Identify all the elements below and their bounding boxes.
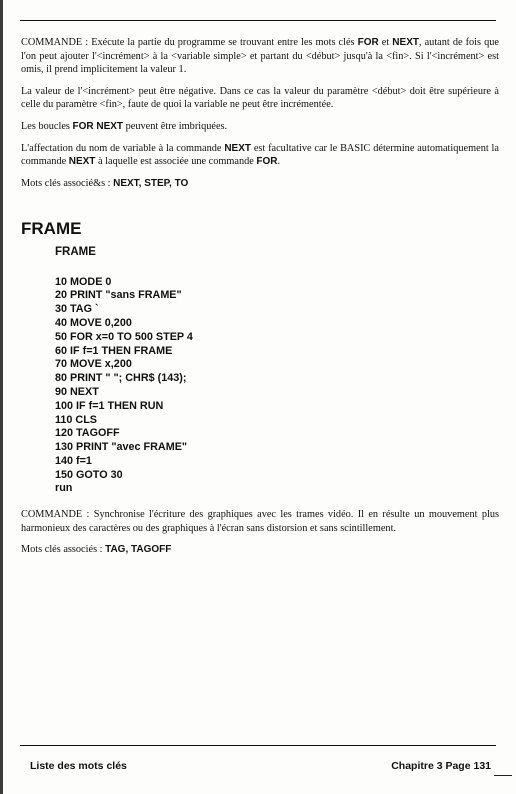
for-nesting-note: Les boucles FOR NEXT peuvent être imbriquées. — [21, 120, 228, 132]
code-line: 50 FOR x=0 TO 500 STEP 4 — [55, 330, 193, 343]
page-content — [21, 36, 499, 557]
top-rule — [20, 20, 496, 21]
code-line: 140 f=1 — [55, 454, 92, 467]
code-line: run — [55, 482, 73, 495]
code-line: 60 IF f=1 THEN FRAME — [55, 344, 173, 357]
frame-see-also — [21, 543, 499, 557]
code-line: 110 CLS — [55, 413, 98, 426]
keyword: NEXT — [392, 37, 419, 48]
frame-description: COMMANDE : Synchronise l'écriture des graphiques avec les trames vidéo. Il en résulte un mouvement plus harmonieux des caractères ou des graphiques à l'écran sans distorsion et sans scintillement. — [21, 509, 499, 534]
keyword: NEXT — [224, 142, 251, 154]
code-line: 70 MOVE x,200 — [55, 358, 132, 371]
see-also-label: Mots clés associé&s : — [21, 177, 114, 189]
keyword: FOR — [357, 37, 379, 48]
code-line: 150 GOTO 30 — [55, 468, 123, 481]
footer-page-number: Chapitre 3 Page 131 — [391, 760, 491, 772]
for-next-variable-note: L'affectation du nom de variable à la commande NEXT est facultative car le BASIC détermine automatiquement la commande NEXT à laquelle est associée une commande FOR. — [21, 142, 499, 168]
see-also-keywords: NEXT, STEP, TO — [113, 177, 189, 189]
for-description: COMMANDE : Exécute la partie du programme se trouvant entre les mots clés FOR et NEXT, autant de fois que l'on peut ajouter l'<incrément> à la <variable simple> et partant du <début> jusqu'à la <fin>. Si l'<incrément> est omis, il prend implicitement la valeur 1. — [21, 37, 499, 76]
keyword: FOR NEXT — [72, 120, 124, 132]
see-also-label: Mots clés associés : — [21, 544, 106, 556]
footer-section-title: Liste des mots clés — [30, 760, 127, 772]
see-also-keywords: TAG, TAGOFF — [105, 544, 172, 556]
keyword: FOR — [256, 156, 278, 168]
code-line: 80 PRINT " "; CHR$ (143); — [55, 372, 187, 385]
page-binding-edge — [0, 0, 3, 794]
bottom-rule — [20, 745, 496, 746]
code-line: 40 MOVE 0,200 — [55, 316, 132, 329]
frame-syntax: FRAME — [55, 245, 96, 258]
code-line: 120 TAGOFF — [55, 427, 120, 440]
for-negative-increment-note: La valeur de l'<incrément> peut être négative. Dans ce cas la valeur du paramètre <début> doit être supérieure à celle du paramètre <fin>, faute de quoi la variable ne peut être incrémentée. — [21, 85, 499, 111]
footer-rule-tail — [494, 775, 512, 776]
code-line: 90 NEXT — [55, 385, 99, 398]
keyword: NEXT — [68, 156, 96, 168]
code-line: 10 MODE 0 — [55, 275, 112, 288]
frame-heading: FRAME — [21, 219, 82, 239]
frame-example-code — [55, 276, 499, 497]
for-see-also — [21, 177, 499, 191]
code-line: 20 PRINT "sans FRAME" — [55, 289, 182, 302]
code-line: 100 IF f=1 THEN RUN — [55, 399, 164, 412]
code-line: 30 TAG ` — [55, 303, 99, 316]
code-line: 130 PRINT "avec FRAME" — [55, 441, 188, 454]
